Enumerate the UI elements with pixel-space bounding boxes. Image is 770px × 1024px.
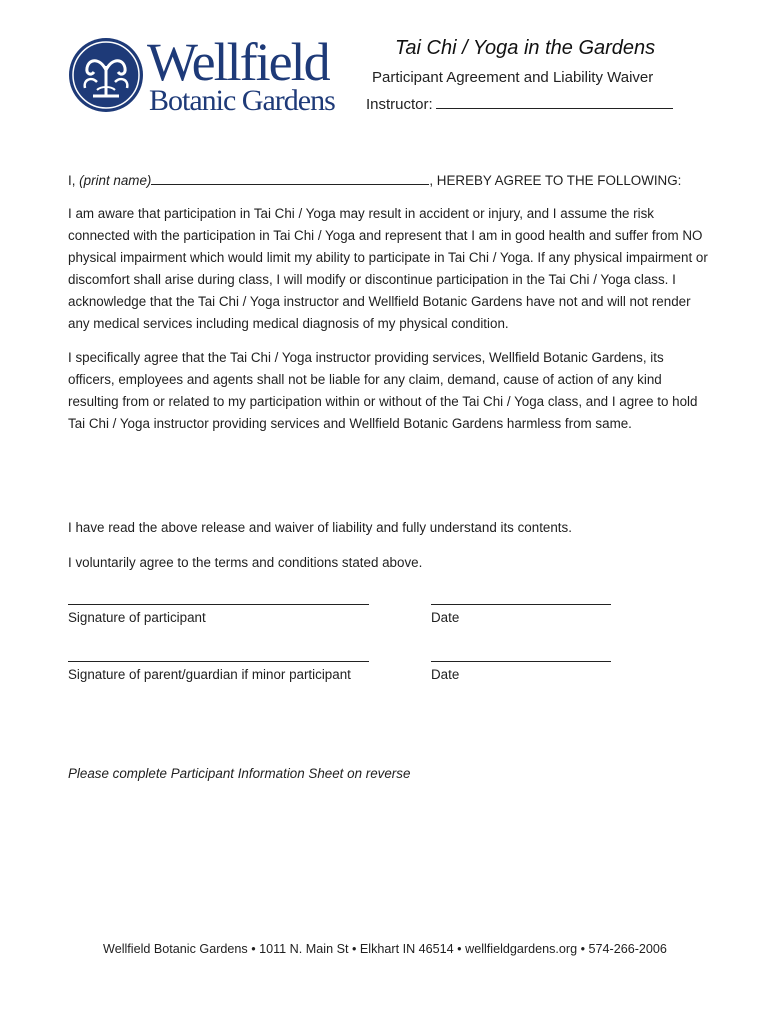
page-subtitle: Participant Agreement and Liability Waiver — [372, 69, 654, 86]
date-line-1[interactable] — [431, 604, 611, 605]
risk-paragraph: I am aware that participation in Tai Chi / Yoga may result in accident or injury, and I assume the risk connected with the participation in Tai Chi / Yoga and represent that I am in good health and suffer from NO physical impairment which would limit my ability to participate in Tai Chi / Yoga. If any physical impairment or discomfort shall arise during class, I will modify or discontinue participation in the Tai Chi / Yoga class. I acknowledge that the Tai Chi / Yoga instructor and Wellfield Botanic Gardens have not and will not render any medical services including medical diagnosis of my physical condition. — [68, 206, 708, 331]
logo-wordmark-line2: Botanic Gardens — [149, 84, 335, 117]
participant-signature-line[interactable] — [68, 604, 369, 605]
participant-signature-label: Signature of participant — [68, 610, 206, 625]
agree-statement: I voluntarily agree to the terms and conditions stated above. — [68, 555, 423, 570]
guardian-signature-label: Signature of parent/guardian if minor participant — [68, 667, 351, 682]
instructor-blank[interactable] — [436, 94, 673, 109]
date-label-1: Date — [431, 610, 460, 625]
wellfield-logo — [67, 34, 337, 118]
footer-contact: Wellfield Botanic Gardens • 1011 N. Main St • Elkhart IN 46514 • wellfieldgardens.org • 574-266-2006 — [103, 942, 667, 956]
liability-paragraph: I specifically agree that the Tai Chi / Yoga instructor providing services, Wellfield Botanic Gardens, its officers, employees and agents shall not be liable for any claim, demand, cause of action of any kind resulting from or related to my participation within or without of the Tai Chi / Yoga class, and I agree to hold Tai Chi / Yoga instructor providing services and Wellfield Botanic Gardens harmless from same. — [68, 350, 698, 431]
guardian-signature-line[interactable] — [68, 661, 369, 662]
instructor-label: Instructor: — [366, 96, 433, 113]
instructor-field[interactable] — [366, 94, 673, 113]
print-name-blank[interactable] — [151, 171, 429, 185]
print-name-line — [68, 170, 708, 192]
date-label-2: Date — [431, 667, 460, 682]
reverse-side-note: Please complete Participant Information Sheet on reverse — [68, 766, 411, 781]
print-name-label: (print name) — [79, 173, 152, 188]
read-statement: I have read the above release and waiver of liability and fully understand its contents. — [68, 520, 572, 535]
fountain-seal-icon — [67, 36, 145, 114]
print-name-prefix: I, — [68, 173, 80, 188]
logo-wordmark-line1: Wellfield — [147, 32, 329, 92]
page-title: Tai Chi / Yoga in the Gardens — [395, 37, 656, 59]
date-line-2[interactable] — [431, 661, 611, 662]
print-name-suffix: , HEREBY AGREE TO THE FOLLOWING: — [429, 173, 682, 188]
